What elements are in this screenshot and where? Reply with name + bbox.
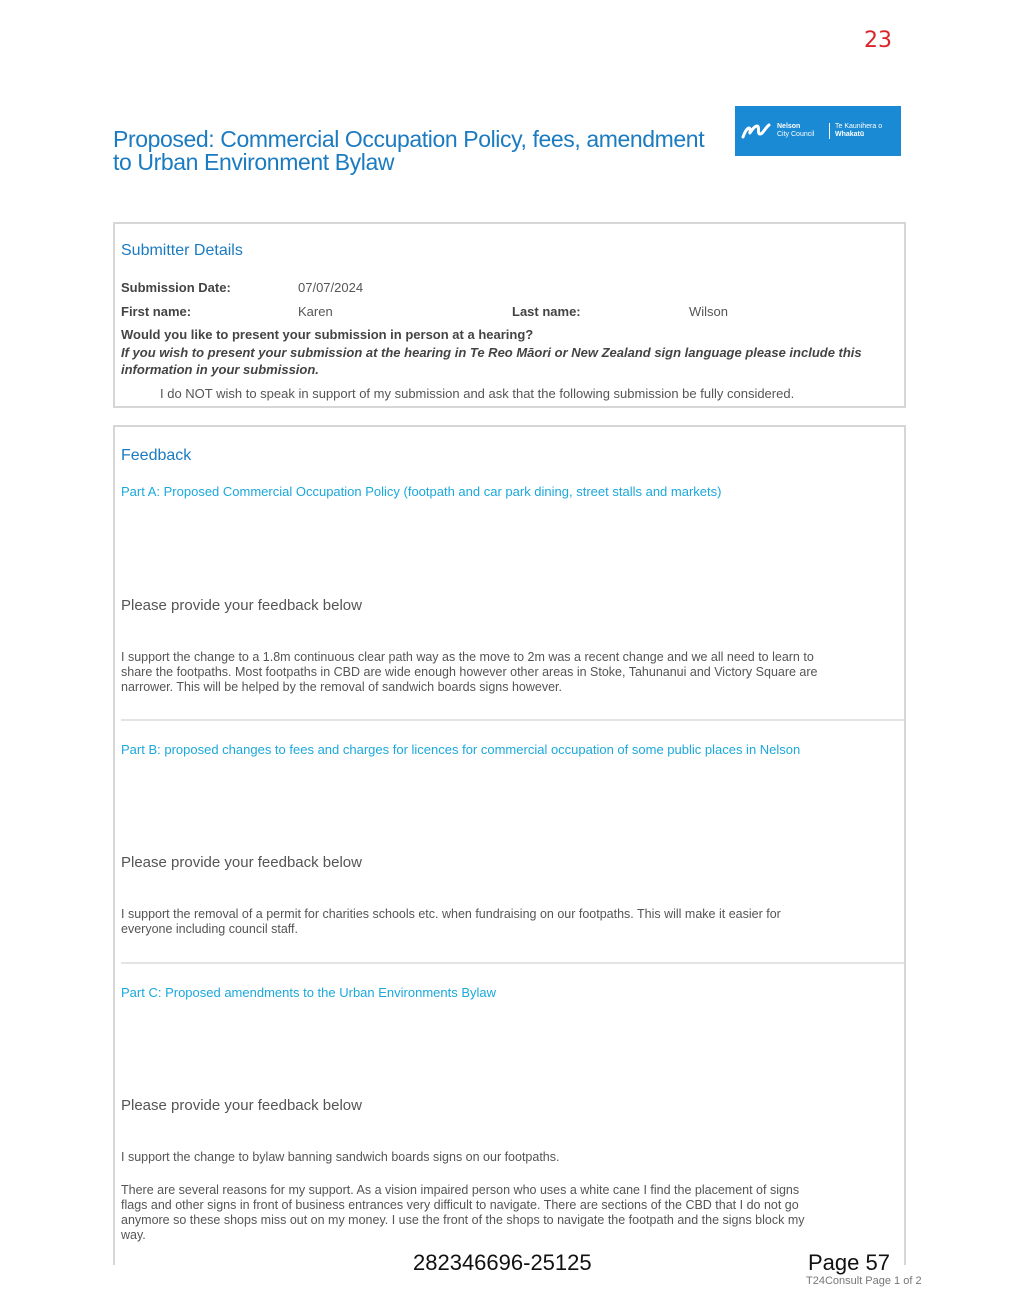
first-name-value: Karen bbox=[298, 304, 333, 319]
logo-text-whakatu: Whakatū bbox=[835, 131, 865, 138]
submission-date-label: Submission Date: bbox=[121, 280, 231, 295]
hearing-question: Would you like to present your submission in person at a hearing? bbox=[121, 327, 534, 342]
footer-consult-page: T24Consult Page 1 of 2 bbox=[806, 1275, 922, 1287]
part-c-answer-continued: There are several reasons for my support. As a vision impaired person who uses a white cane I find the placement of signs flags and other signs in front of business entrances very difficult to navigate. There are sections of the CBD that I do not go anymore so these shops miss out on my money. I use the front of the shops to navigate the footpath and the signs block my way. bbox=[121, 1183, 805, 1242]
last-name-value: Wilson bbox=[689, 304, 729, 319]
divider bbox=[121, 962, 904, 964]
part-a-answer: I support the change to a 1.8m continuous clear path way as the move to 2m was a recent change and we all need to learn to share the footpaths. Most footpaths in CBD are wide enough however other areas in Stoke, Tahunanui and Victory Square are narrower. This will be helped by the removal of sandwich boards signs however. bbox=[121, 650, 818, 694]
part-c-prompt: Please provide your feedback below bbox=[121, 1097, 362, 1114]
part-c-title: Part C: Proposed amendments to the Urban Environments Bylaw bbox=[121, 985, 497, 1000]
hearing-answer: I do NOT wish to speak in support of my submission and ask that the following submission be fully considered. bbox=[160, 386, 795, 401]
logo-text-city-council: City Council bbox=[777, 131, 815, 138]
council-logo bbox=[735, 106, 901, 156]
submission-date-value: 07/07/2024 bbox=[298, 280, 364, 295]
logo-text-te-kaunihera: Te Kaunihera o bbox=[835, 123, 883, 130]
part-a-title: Part A: Proposed Commercial Occupation Policy (footpath and car park dining, street stalls and markets) bbox=[121, 484, 722, 499]
part-c-answer: I support the change to bylaw banning sandwich boards signs on our footpaths. bbox=[121, 1150, 560, 1164]
hearing-note: If you wish to present your submission at the hearing in Te Reo Māori or New Zealand sign language please include this information in your submission. bbox=[121, 345, 862, 377]
document-title: Proposed: Commercial Occupation Policy, fees, amendment to Urban Environment Bylaw bbox=[113, 126, 705, 175]
footer-document-id: 282346696-25125 bbox=[413, 1250, 592, 1275]
part-b-answer: I support the removal of a permit for charities schools etc. when fundraising on our footpaths. This will make it easier for everyone including council staff. bbox=[121, 907, 781, 936]
feedback-heading: Feedback bbox=[121, 447, 192, 464]
part-b-prompt: Please provide your feedback below bbox=[121, 854, 362, 871]
submitter-details-section bbox=[113, 222, 906, 408]
first-name-label: First name: bbox=[121, 304, 192, 319]
logo-text-nelson: Nelson bbox=[777, 123, 801, 130]
footer-page-number: Page 57 bbox=[808, 1250, 890, 1275]
feedback-section bbox=[113, 425, 906, 1265]
council-logo-icon bbox=[735, 122, 777, 140]
divider bbox=[121, 719, 904, 721]
page-number-top: 23 bbox=[864, 28, 892, 53]
part-b-title: Part B: proposed changes to fees and charges for licences for commercial occupation of some public places in Nelson bbox=[121, 742, 801, 757]
part-a-prompt: Please provide your feedback below bbox=[121, 597, 362, 614]
submitter-details-heading: Submitter Details bbox=[121, 242, 243, 259]
last-name-label: Last name: bbox=[512, 304, 581, 319]
